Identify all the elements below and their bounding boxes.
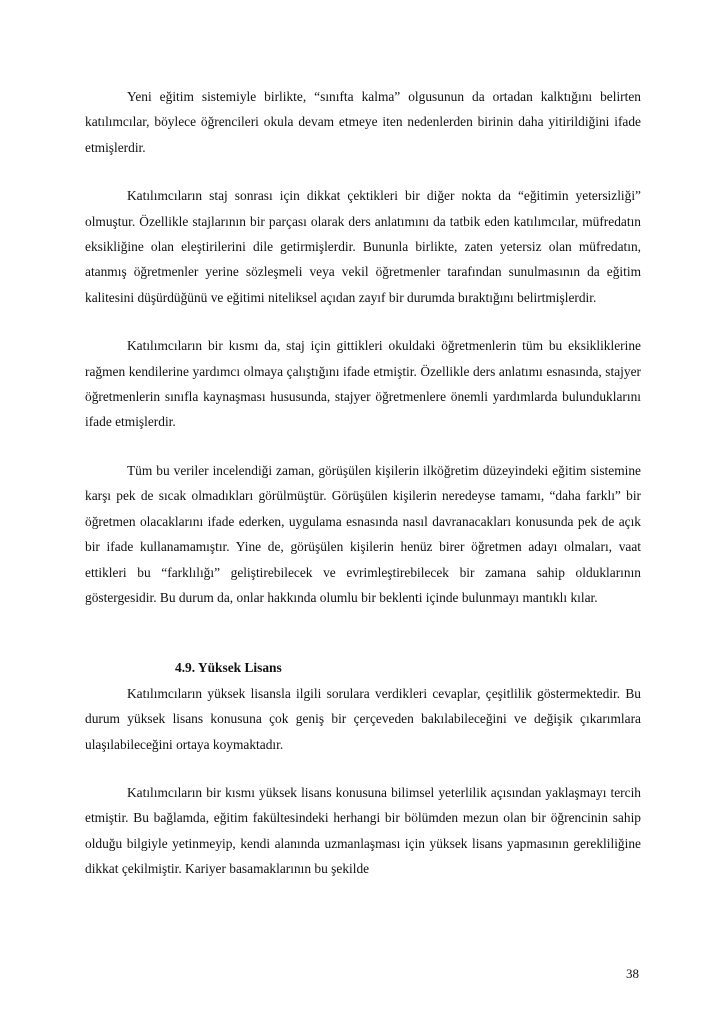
- page-body: [85, 84, 641, 882]
- section-heading: 4.9. Yüksek Lisans: [175, 660, 282, 676]
- body-paragraph-3: Katılımcıların bir kısmı da, staj için gittikleri okuldaki öğretmenlerin tüm bu eksikliklerine rağmen kendilerine yardımcı olmaya çalıştığını ifade etmiştir. Özellikle ders anlatımı esnasında, stajyer öğretmenlerin sınıfla kaynaşması hususunda, stajyer öğretmenlere önemli yardımlarda bulunduklarını ifade etmişlerdir.: [85, 338, 641, 430]
- body-paragraph-2: Katılımcıların staj sonrası için dikkat çektikleri bir diğer nokta da “eğitimin yetersizliği” olmuştur. Özellikle stajlarının bir parçası olarak ders anlatımını da tatbik eden katılımcılar, müfredatın eksikliğine olan eleştirilerini dile getirmişlerdir. Bununla birlikte, zaten yetersiz olan müfredatın, atanmış öğretmenler yerine sözleşmeli veya vekil öğretmenler tarafından sunulmasının da eğitim kalitesini düşürdüğünü ve eğitimi niteliksel açıdan zayıf bir durumda bıraktığını belirtmişlerdir.: [85, 188, 641, 305]
- section-paragraph-2: Katılımcıların bir kısmı yüksek lisans konusuna bilimsel yeterlilik açısından yaklaşmayı tercih etmiştir. Bu bağlamda, eğitim fakültesindeki herhangi bir bölümden mezun olan bir öğrencinin sahip olduğu bilgiyle yetinmeyip, kendi alanında uzmanlaşması için yüksek lisans yapmasının gerekliliğine dikkat çekilmiştir. Kariyer basamaklarının bu şekilde: [85, 784, 641, 877]
- section-paragraph-1: Katılımcıların yüksek lisansla ilgili sorulara verdikleri cevaplar, çeşitlilik göstermektedir. Bu durum yüksek lisans konusuna çok geniş bir çerçeveden bakılabileceğini ve değişik çıkarımlara ulaşılabileceğini ortaya koymaktadır.: [85, 685, 641, 752]
- page-number: 38: [626, 966, 639, 981]
- body-paragraph-1: Yeni eğitim sistemiyle birlikte, “sınıfta kalma” olgusunun da ortadan kalktığını belirten katılımcılar, böylece öğrencileri okula devam etmeye iten nedenlerden birinin daha yitirildiğini ifade etmişlerdir.: [85, 89, 641, 155]
- body-paragraph-4: Tüm bu veriler incelendiği zaman, görüşülen kişilerin ilköğretim düzeyindeki eğitim sistemine karşı pek de sıcak olmadıkları görülmüştür. Görüşülen kişilerin neredeyse tamamı, “daha farklı” bir öğretmen olacaklarını ifade ederken, uygulama esnasında nasıl davranacakları konusunda pek de açık bir ifade kullanamamıştır. Yine de, görüşülen kişilerin henüz birer öğretmen adayı olmaları, vaat ettikleri bu “farklılığı” geliştirebilecek ve evrimleştirebilecek bir zamana sahip olduklarının göstergesidir. Bu durum da, onlar hakkında olumlu bir beklenti içinde bulunmayı mantıklı kılar.: [85, 462, 641, 605]
